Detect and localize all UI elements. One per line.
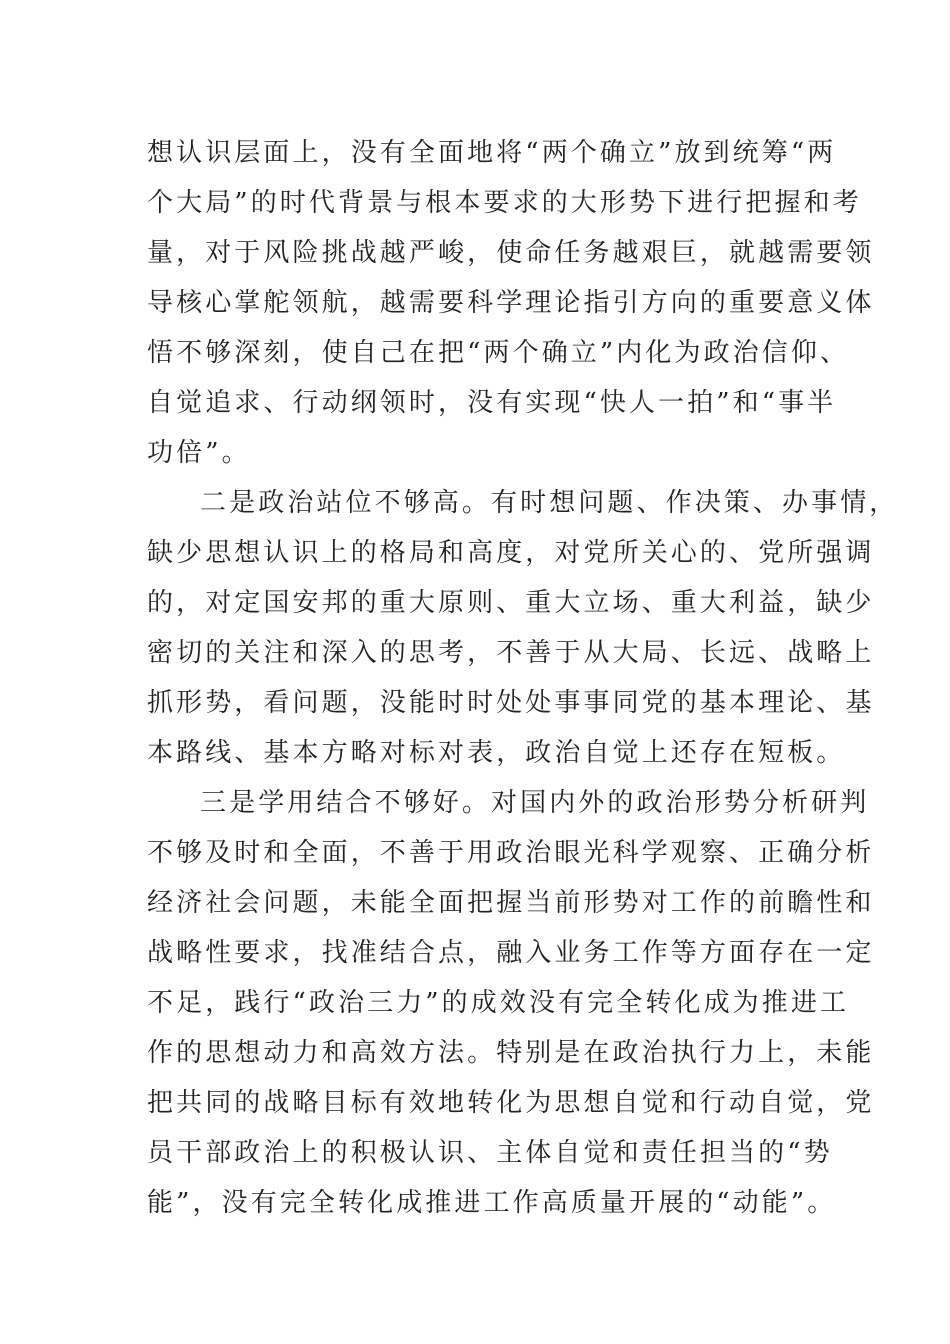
text-line: 想认识层面上，没有全面地将“两个确立”放到统筹“两: [147, 138, 837, 168]
text-line: 本路线、基本方略对标对表，政治自觉上还存在短板。: [147, 738, 846, 768]
text-line: 量，对于风险挑战越严峻，使命任务越艰巨，就越需要领: [147, 238, 875, 268]
text-line: 战略性要求，找准结合点，融入业务工作等方面存在一定: [147, 938, 875, 968]
text-line: 员干部政治上的积极认识、主体自觉和责任担当的“势: [147, 1138, 833, 1168]
text-line: 能”，没有完全转化成推进工作高质量开展的“动能”。: [147, 1188, 837, 1218]
paragraph-first-line: 二是政治站位不够高。有时想问题、作决策、办事情，: [200, 488, 899, 518]
text-line: 个大局”的时代背景与根本要求的大形势下进行把握和考: [147, 188, 862, 218]
text-line: 把共同的战略目标有效地转化为思想自觉和行动自觉，党: [147, 1088, 875, 1118]
text-line: 的，对定国安邦的重大原则、重大立场、重大利益，缺少: [147, 588, 875, 618]
text-line: 作的思想动力和高效方法。特别是在政治执行力上，未能: [147, 1038, 875, 1068]
text-line: 不足，践行“政治三力”的成效没有完全转化成为推进工: [147, 988, 850, 1018]
paragraph-first-line: 三是学用结合不够好。对国内外的政治形势分析研判: [200, 788, 870, 818]
text-line: 悟不够深刻，使自己在把“两个确立”内化为政治信仰、: [147, 338, 850, 368]
text-line: 自觉追求、行动纲领时，没有实现“快人一拍”和“事半: [147, 388, 837, 418]
text-line: 功倍”。: [147, 438, 251, 468]
text-line: 不够及时和全面，不善于用政治眼光科学观察、正确分析: [147, 838, 875, 868]
text-line: 经济社会问题，未能全面把握当前形势对工作的前瞻性和: [147, 888, 875, 918]
text-line: 密切的关注和深入的思考，不善于从大局、长远、战略上: [147, 638, 875, 668]
text-line: 缺少思想认识上的格局和高度，对党所关心的、党所强调: [147, 538, 875, 568]
text-line: 导核心掌舵领航，越需要科学理论指引方向的重要意义体: [147, 288, 875, 318]
text-line: 抓形势，看问题，没能时时处处事事同党的基本理论、基: [147, 688, 875, 718]
